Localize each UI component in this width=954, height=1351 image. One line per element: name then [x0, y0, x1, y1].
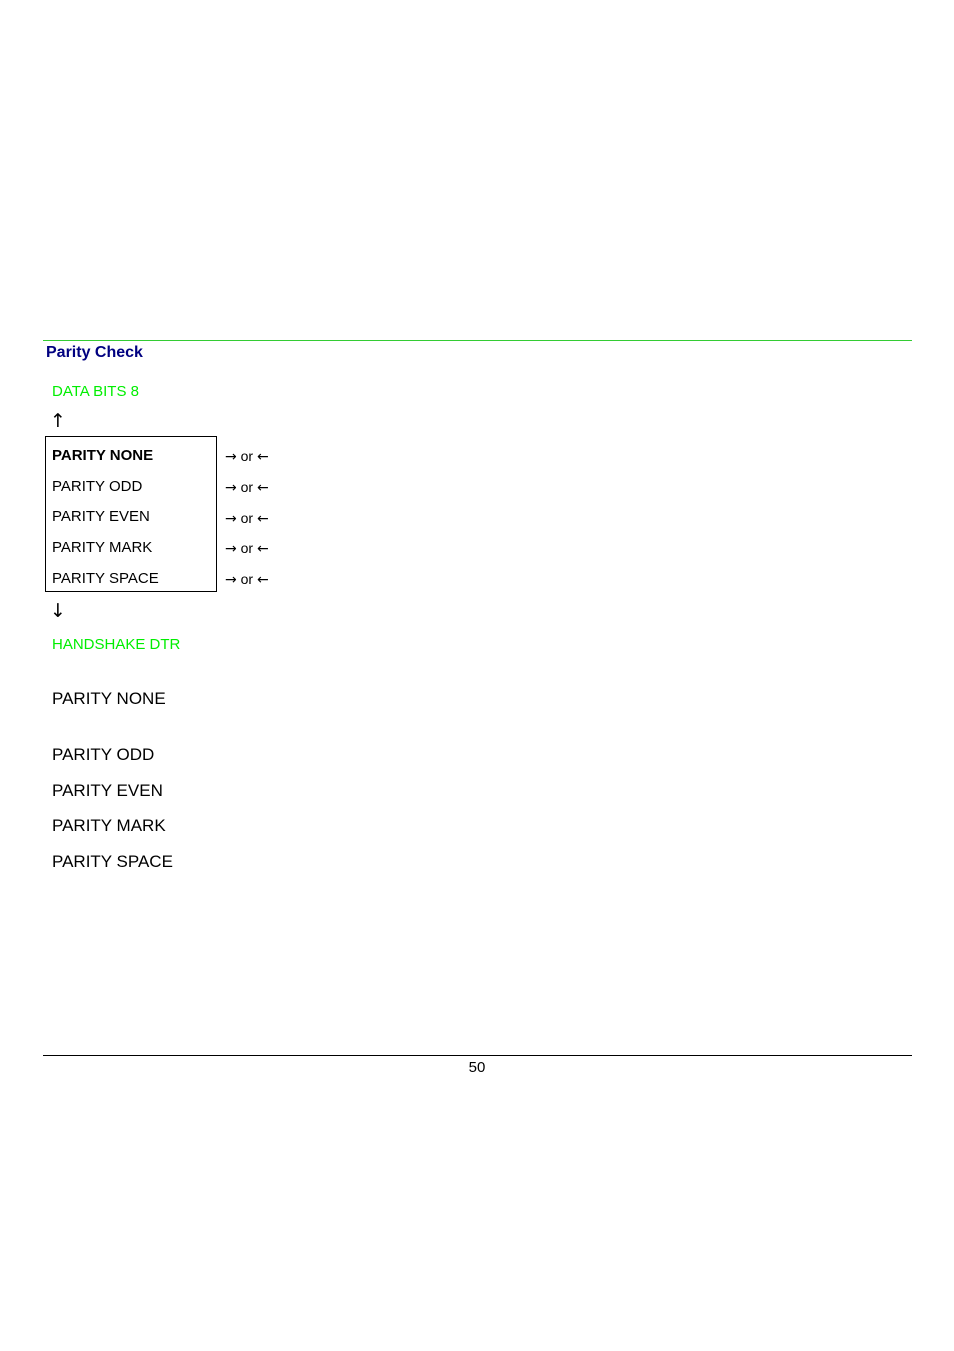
nav-hint-or: or [240, 540, 254, 556]
arrow-right-icon: → [225, 480, 237, 496]
footer-rule [43, 1055, 912, 1056]
arrow-right-icon: → [225, 572, 237, 588]
menu-item-parity-none: PARITY NONE [52, 447, 154, 464]
arrow-right-icon: → [225, 541, 237, 557]
description-parity-even: PARITY EVEN [52, 781, 163, 800]
nav-hint-parity-odd [225, 479, 269, 497]
nav-hint-or: or [240, 510, 254, 526]
description-parity-none: PARITY NONE [52, 689, 166, 708]
arrow-left-icon: ← [256, 572, 269, 588]
page-number: 50 [468, 1059, 486, 1076]
arrow-left-icon: ← [256, 480, 269, 496]
arrow-left-icon: ← [256, 449, 269, 465]
nav-hint-parity-even [225, 510, 269, 528]
section-top-rule [43, 340, 912, 341]
menu-item-parity-even: PARITY EVEN [52, 508, 150, 525]
nav-hint-parity-mark [225, 540, 269, 558]
arrow-right-icon: → [225, 449, 237, 465]
nav-hint-or: or [240, 448, 254, 464]
nav-hint-or: or [240, 479, 254, 495]
menu-item-parity-space: PARITY SPACE [52, 570, 159, 587]
arrow-right-icon: → [225, 511, 237, 527]
nav-hint-parity-none [225, 448, 269, 466]
arrow-left-icon: ← [256, 541, 269, 557]
section-title: Parity Check [46, 344, 143, 361]
nav-hint-parity-space [225, 571, 269, 589]
arrow-down-icon: ↓ [50, 600, 66, 622]
menu-item-parity-odd: PARITY ODD [52, 478, 143, 495]
nav-hint-or: or [240, 571, 254, 587]
description-parity-odd: PARITY ODD [52, 745, 155, 764]
next-menu-item: HANDSHAKE DTR [52, 636, 181, 653]
menu-item-parity-mark: PARITY MARK [52, 539, 153, 556]
arrow-left-icon: ← [256, 511, 269, 527]
arrow-up-icon: ↑ [50, 410, 66, 432]
previous-menu-item: DATA BITS 8 [52, 383, 139, 400]
description-parity-space: PARITY SPACE [52, 852, 173, 871]
description-parity-mark: PARITY MARK [52, 816, 166, 835]
